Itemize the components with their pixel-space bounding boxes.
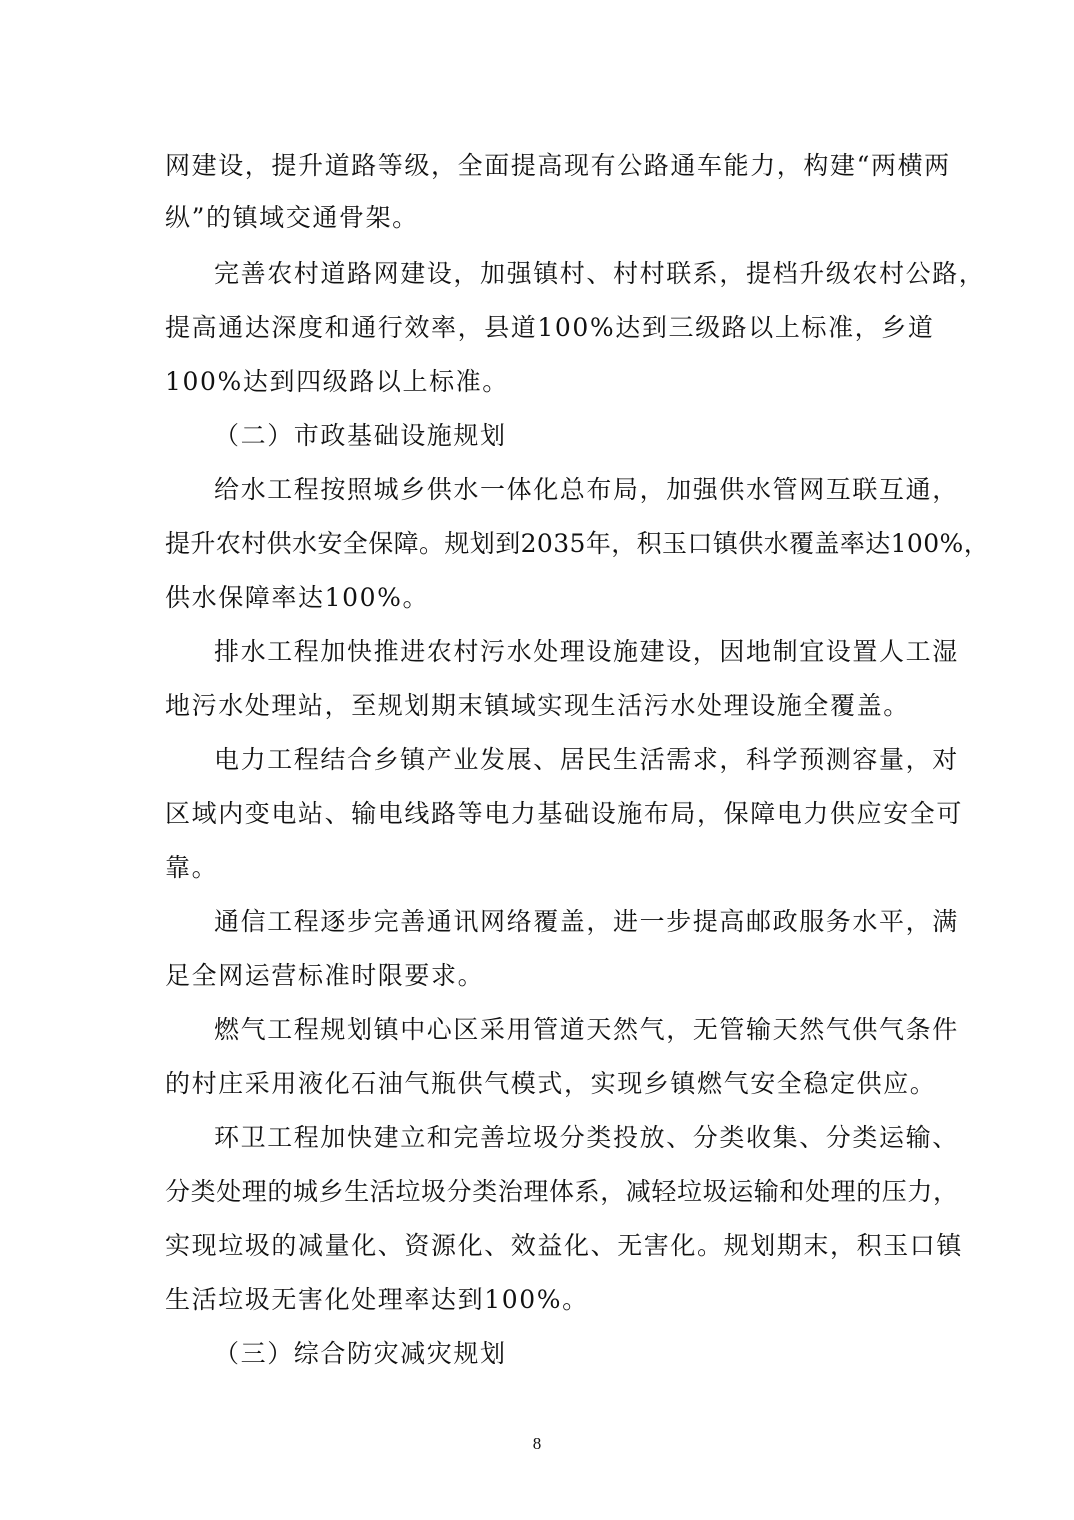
paragraph-line: 区域内变电站、输电线路等电力基础设施布局，保障电力供应安全可 — [165, 799, 964, 828]
paragraph-line: 通信工程逐步完善通讯网络覆盖，进一步提高邮政服务水平，满 — [214, 907, 959, 936]
paragraph-line: 纵”的镇域交通骨架。 — [165, 203, 419, 232]
paragraph-line: 地污水处理站，至规划期末镇域实现生活污水处理设施全覆盖。 — [165, 691, 910, 720]
paragraph-line: 网建设，提升道路等级，全面提高现有公路通车能力，构建“两横两 — [165, 151, 951, 180]
paragraph-line: 电力工程结合乡镇产业发展、居民生活需求，科学预测容量，对 — [214, 745, 959, 774]
paragraph-line: 燃气工程规划镇中心区采用管道天然气，无管输天然气供气条件 — [214, 1015, 959, 1044]
section-heading: （三）综合防灾减灾规划 — [214, 1339, 507, 1368]
section-heading: （二）市政基础设施规划 — [214, 421, 507, 450]
paragraph-line: 生活垃圾无害化处理率达到100%。 — [165, 1285, 589, 1314]
paragraph-line: 供水保障率达100%。 — [165, 583, 430, 612]
paragraph-line: 靠。 — [165, 853, 219, 882]
page-number: 8 — [532, 1434, 542, 1453]
paragraph-line: 环卫工程加快建立和完善垃圾分类投放、分类收集、分类运输、 — [214, 1123, 959, 1152]
paragraph-line: 足全网运营标准时限要求。 — [165, 961, 485, 990]
paragraph-line: 实现垃圾的减量化、资源化、效益化、无害化。规划期末，积玉口镇 — [165, 1231, 964, 1260]
paragraph-line: 提高通达深度和通行效率，县道100%达到三级路以上标准，乡道 — [165, 313, 935, 342]
paragraph-line: 排水工程加快推进农村污水处理设施建设，因地制宜设置人工湿 — [214, 637, 959, 666]
paragraph-line: 的村庄采用液化石油气瓶供气模式，实现乡镇燃气安全稳定供应。 — [165, 1069, 937, 1098]
paragraph-line: 给水工程按照城乡供水一体化总布局，加强供水管网互联互通， — [214, 475, 959, 504]
paragraph-line: 提升农村供水安全保障。规划到2035年，积玉口镇供水覆盖率达100%， — [165, 529, 990, 558]
paragraph-line: 分类处理的城乡生活垃圾分类治理体系，减轻垃圾运输和处理的压力， — [165, 1177, 959, 1206]
paragraph-line: 100%达到四级路以上标准。 — [165, 367, 509, 396]
paragraph-line: 完善农村道路网建设，加强镇村、村村联系，提档升级农村公路， — [214, 259, 986, 288]
